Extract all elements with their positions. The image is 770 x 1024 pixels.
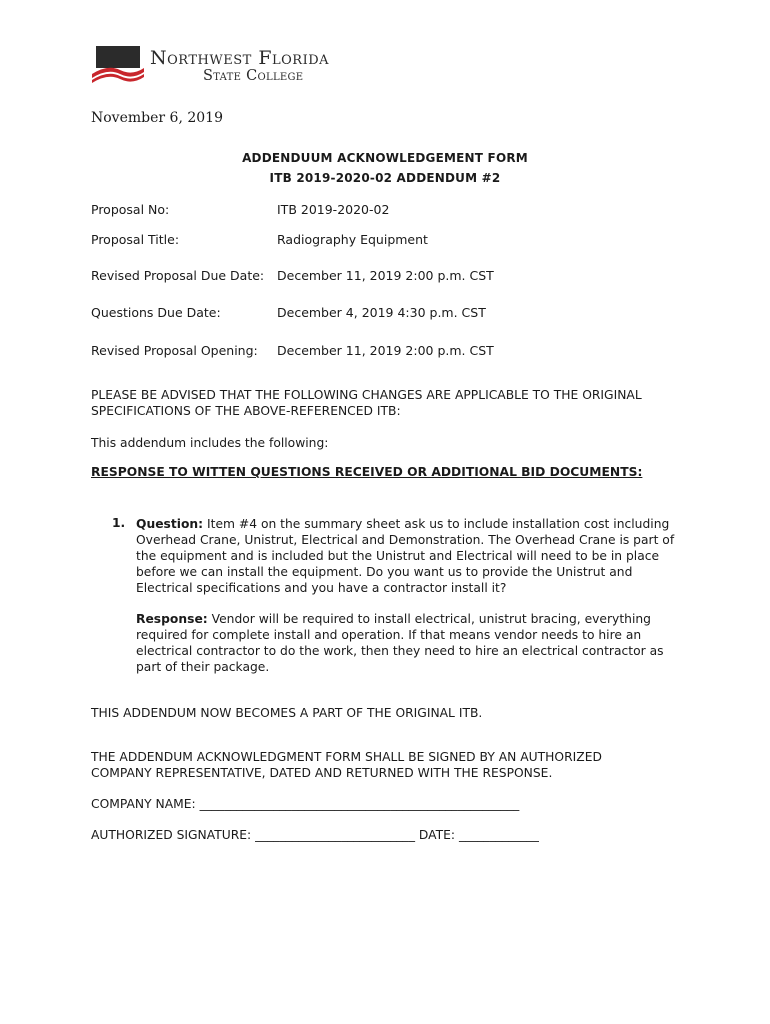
- question-body: Item #4 on the summary sheet ask us to include installation cost including Overhead Crane, Unistrut, Electrical and Demonstration. The Overhead Crane is part of the equipment and is included but the Unistrut and Electrical will need to be in place before we can install the equipment. Do you want us to provide the Unistrut and Electrical specifications and you have a contractor install it?: [136, 517, 675, 595]
- info-label: Revised Proposal Due Date:: [91, 268, 265, 283]
- form-title: ADDENDUUM ACKNOWLEDGEMENT FORM: [242, 151, 528, 165]
- document-date: November 6, 2019: [91, 110, 223, 126]
- company-name-line[interactable]: ____________________________________________________: [199, 797, 520, 811]
- response-body: Vendor will be required to install electrical, unistrut bracing, everything required for complete install and operation. If that means vendor needs to hire an electrical contractor to do the work, then they need to hire an electrical contractor as part of their package.: [136, 612, 664, 674]
- question-number: 1.: [112, 516, 126, 530]
- signing-note-text: THE ADDENDUM ACKNOWLEDGMENT FORM SHALL BE SIGNED BY AN AUTHORIZED COMPANY REPRESENTATIVE, DATED AND RETURNED WITH THE RESPONSE.: [91, 750, 602, 780]
- question-text: [136, 516, 684, 596]
- response-text: [136, 611, 684, 675]
- info-value: December 4, 2019 4:30 p.m. CST: [277, 305, 486, 320]
- section-heading: RESPONSE TO WITTEN QUESTIONS RECEIVED OR ADDITIONAL BID DOCUMENTS:: [91, 465, 643, 479]
- info-value: December 11, 2019 2:00 p.m. CST: [277, 268, 494, 283]
- logo-wordmark: [150, 47, 330, 84]
- form-subtitle: ITB 2019-2020-02 ADDENDUM #2: [269, 171, 501, 185]
- advisory-text: PLEASE BE ADVISED THAT THE FOLLOWING CHANGES ARE APPLICABLE TO THE ORIGINAL SPECIFICATIONS OF THE ABOVE-REFERENCED ITB:: [91, 388, 642, 418]
- logo-line1: Northwest Florida: [150, 47, 330, 69]
- authorized-signature-line[interactable]: __________________________: [255, 828, 415, 842]
- info-label: Questions Due Date:: [91, 305, 221, 320]
- authorized-signature-field[interactable]: [91, 828, 539, 842]
- info-label: Revised Proposal Opening:: [91, 343, 258, 358]
- info-value: December 11, 2019 2:00 p.m. CST: [277, 343, 494, 358]
- response-label: Response:: [136, 612, 208, 626]
- info-value: Radiography Equipment: [277, 232, 428, 247]
- info-value: ITB 2019-2020-02: [277, 202, 390, 217]
- info-label: Proposal No:: [91, 202, 170, 217]
- company-name-label: COMPANY NAME:: [91, 797, 196, 811]
- info-label: Proposal Title:: [91, 232, 180, 247]
- company-name-field[interactable]: [91, 797, 519, 811]
- includes-text: This addendum includes the following:: [91, 436, 329, 450]
- logo-line2: State College: [203, 68, 304, 84]
- date-line[interactable]: _____________: [458, 828, 539, 842]
- question-label: Question:: [136, 517, 204, 531]
- becomes-part-text: THIS ADDENDUM NOW BECOMES A PART OF THE ORIGINAL ITB.: [91, 706, 483, 720]
- date-label: DATE:: [418, 828, 456, 842]
- authorized-signature-label: AUTHORIZED SIGNATURE:: [91, 828, 252, 842]
